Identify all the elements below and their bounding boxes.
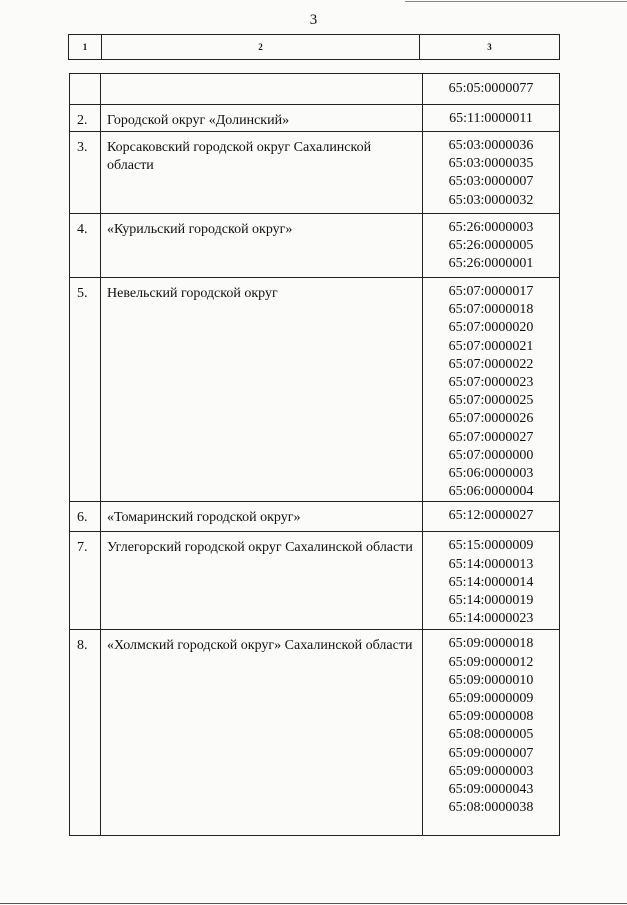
table-row: [70, 105, 560, 132]
row-number: 6.: [70, 502, 101, 532]
cadastral-codes-cell: [423, 630, 560, 836]
district-name: «Курильский городской округ»: [101, 214, 423, 278]
cadastral-code: 65:09:0000007: [448, 745, 534, 761]
cadastral-code: 65:14:0000023: [448, 611, 534, 627]
cadastral-code: 65:03:0000007: [448, 174, 534, 190]
cadastral-code: 65:09:0000043: [448, 782, 534, 798]
table-row: [70, 214, 560, 278]
cadastral-code: 65:09:0000003: [448, 763, 534, 779]
cadastral-code: 65:08:0000038: [448, 800, 534, 816]
cadastral-code: 65:07:0000026: [448, 411, 534, 427]
cadastral-codes-cell: [423, 532, 560, 630]
cadastral-code: 65:12:0000027: [448, 508, 534, 524]
district-name: Корсаковский городской округ Сахалинской области: [101, 132, 423, 214]
cadastral-code: 65:07:0000025: [448, 393, 534, 409]
table-row: [70, 74, 560, 105]
cadastral-code: 65:03:0000032: [448, 192, 534, 208]
district-name: «Томаринский городской округ»: [101, 502, 423, 532]
district-name: Невельский городской округ: [101, 278, 423, 502]
cadastral-code: 65:03:0000035: [448, 156, 534, 172]
cadastral-code: 65:06:0000004: [448, 484, 534, 500]
column-header-table: [68, 34, 560, 60]
cadastral-code: 65:26:0000001: [448, 256, 534, 272]
cadastral-code: 65:14:0000013: [448, 556, 534, 572]
column-header-3: 3: [420, 35, 560, 60]
districts-table: [69, 73, 560, 836]
row-number: 3.: [70, 132, 101, 214]
cadastral-code: 65:11:0000011: [449, 111, 533, 126]
cadastral-code: 65:07:0000017: [448, 284, 534, 299]
cadastral-codes-cell: [423, 502, 560, 532]
column-header-1: 1: [69, 35, 102, 60]
table-row: [70, 278, 560, 502]
district-name: Углегорский городской округ Сахалинской области: [101, 532, 423, 630]
page-number: 3: [309, 12, 318, 28]
cadastral-code: 65:07:0000027: [448, 429, 534, 445]
cadastral-code: 65:07:0000023: [448, 375, 534, 391]
cadastral-code: 65:07:0000020: [448, 320, 534, 336]
row-number: 4.: [70, 214, 101, 278]
cadastral-code: 65:07:0000022: [448, 356, 534, 372]
cadastral-code: 65:26:0000003: [448, 220, 534, 235]
cadastral-code: 65:09:0000018: [448, 636, 534, 652]
top-edge-rule: [405, 1, 627, 2]
cadastral-codes-cell: [423, 105, 560, 132]
cadastral-code: 65:05:0000077: [448, 81, 534, 96]
row-number: 2.: [70, 105, 101, 132]
cadastral-code: 65:09:0000009: [448, 691, 534, 707]
cadastral-code: 65:07:0000000: [448, 447, 534, 463]
column-header-row: [69, 35, 560, 60]
cadastral-codes-cell: [423, 132, 560, 214]
district-name: Городской округ «Долинский»: [101, 105, 423, 132]
cadastral-codes-cell: [423, 278, 560, 502]
row-number: 7.: [70, 532, 101, 630]
cadastral-code: 65:15:0000009: [448, 538, 534, 554]
cadastral-code: 65:14:0000019: [448, 593, 534, 609]
cadastral-code: 65:06:0000003: [448, 466, 534, 482]
table-row: [70, 630, 560, 836]
district-name: «Холмский городской округ» Сахалинской области: [101, 630, 423, 836]
district-name: [101, 74, 423, 105]
cadastral-codes-cell: [423, 214, 560, 278]
cadastral-code: 65:14:0000014: [448, 574, 534, 590]
cadastral-code: 65:09:0000012: [448, 654, 534, 670]
cadastral-code: 65:09:0000008: [448, 709, 534, 725]
row-number: 8.: [70, 630, 101, 836]
row-number: 5.: [70, 278, 101, 502]
cadastral-code: 65:07:0000018: [448, 302, 534, 318]
table-row: [70, 502, 560, 532]
column-header-2: 2: [102, 35, 420, 60]
cadastral-code: 65:08:0000005: [448, 727, 534, 743]
row-number: [70, 74, 101, 105]
table-row: [70, 532, 560, 630]
bottom-edge-rule: [0, 903, 627, 904]
cadastral-codes-cell: [423, 74, 560, 105]
cadastral-code: 65:26:0000005: [448, 238, 534, 254]
table-row: [70, 132, 560, 214]
cadastral-code: 65:07:0000021: [448, 338, 534, 354]
cadastral-code: 65:03:0000036: [448, 138, 534, 153]
cadastral-code: 65:09:0000010: [448, 672, 534, 688]
